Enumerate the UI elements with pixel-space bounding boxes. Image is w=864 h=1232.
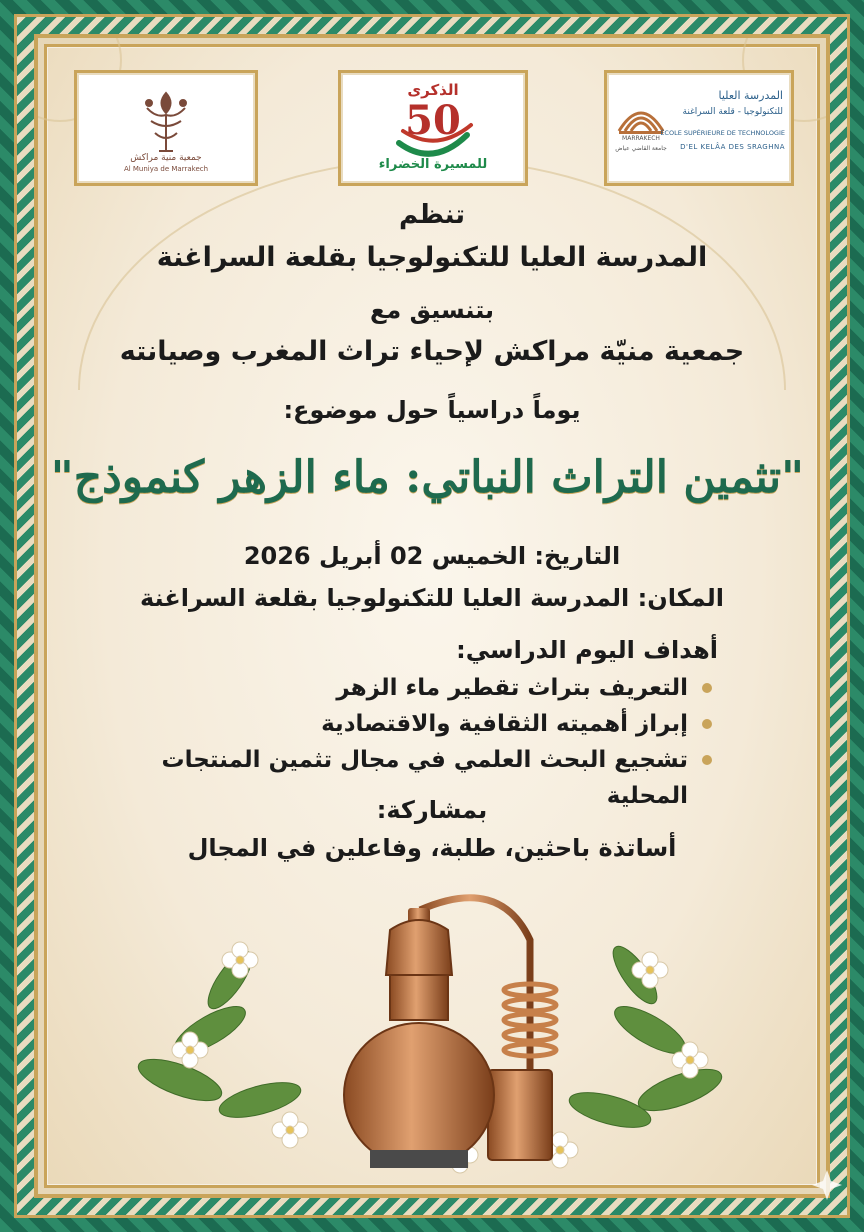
est-emblem-icon [613,91,669,151]
objective-text: إبراز أهميته الثقافية والاقتصادية [321,711,688,737]
muniya-caption-fr: Al Muniya de Marrakech [123,165,209,173]
anniversary-bottom-text: للمسيرة الخضراء [378,157,488,172]
event-theme-title: "تثمين التراث النباتي: ماء الزهر كنموذج" [50,452,804,503]
organizes-heading: تنظم [398,200,466,230]
study-day-label: يوماً دراسياً حول موضوع: [283,396,581,424]
partner-association: جمعية منيّة مراكش لإحياء تراث المغرب وصيانته [119,336,745,367]
objective-item [118,670,718,706]
objective-item [118,706,718,742]
est-name-fr-2: D'EL KELÂA DES SRAGHNA [680,143,785,151]
bullet-dot-icon [702,755,712,765]
objectives-title: أهداف اليوم الدراسي: [456,636,718,664]
participants-text: أساتذة باحثين، طلبة، وفاعلين في المجال [187,834,677,862]
objective-text: تشجيع البحث العلمي في مجال تثمين المنتجات المحلية [161,747,688,809]
objective-text: التعريف بتراث تقطير ماء الزهر [336,675,688,701]
est-name-fr-1: ÉCOLE SUPÉRIEURE DE TECHNOLOGIE [660,129,785,137]
est-university-label: جامعة القاضي عياض [615,145,667,152]
coordination-label: بتنسيق مع [369,296,495,324]
muniya-caption-ar: جمعية منية مراكش [130,153,202,163]
organizer-school: المدرسة العليا للتكنولوجيا بقلعة السراغنة [156,242,708,273]
anniversary-number: 50 [405,97,461,144]
logo-est-kelaa [604,70,794,186]
bullet-dot-icon [702,683,712,693]
objectives-list [118,670,718,814]
est-name-ar-1: المدرسة العليا [718,89,783,102]
bullet-dot-icon [702,719,712,729]
est-city-label: MARRAKECH [622,135,660,142]
anniversary-top-text: الذكرى [407,81,459,99]
est-name-ar-2: للتكنولوجيا - قلعة السراغنة [682,107,783,117]
event-date: التاريخ: الخميس 02 أبريل 2026 [243,542,621,570]
event-place: المكان: المدرسة العليا للتكنولوجيا بقلعة السراغنة [139,584,725,612]
logo-al-muniya [74,70,258,186]
distillation-still-illustration [90,880,774,1180]
participation-label: بمشاركة: [376,796,488,824]
logo-green-march-50 [338,70,528,186]
objectives-section [118,636,718,814]
sparkle-watermark-icon [810,1168,844,1202]
